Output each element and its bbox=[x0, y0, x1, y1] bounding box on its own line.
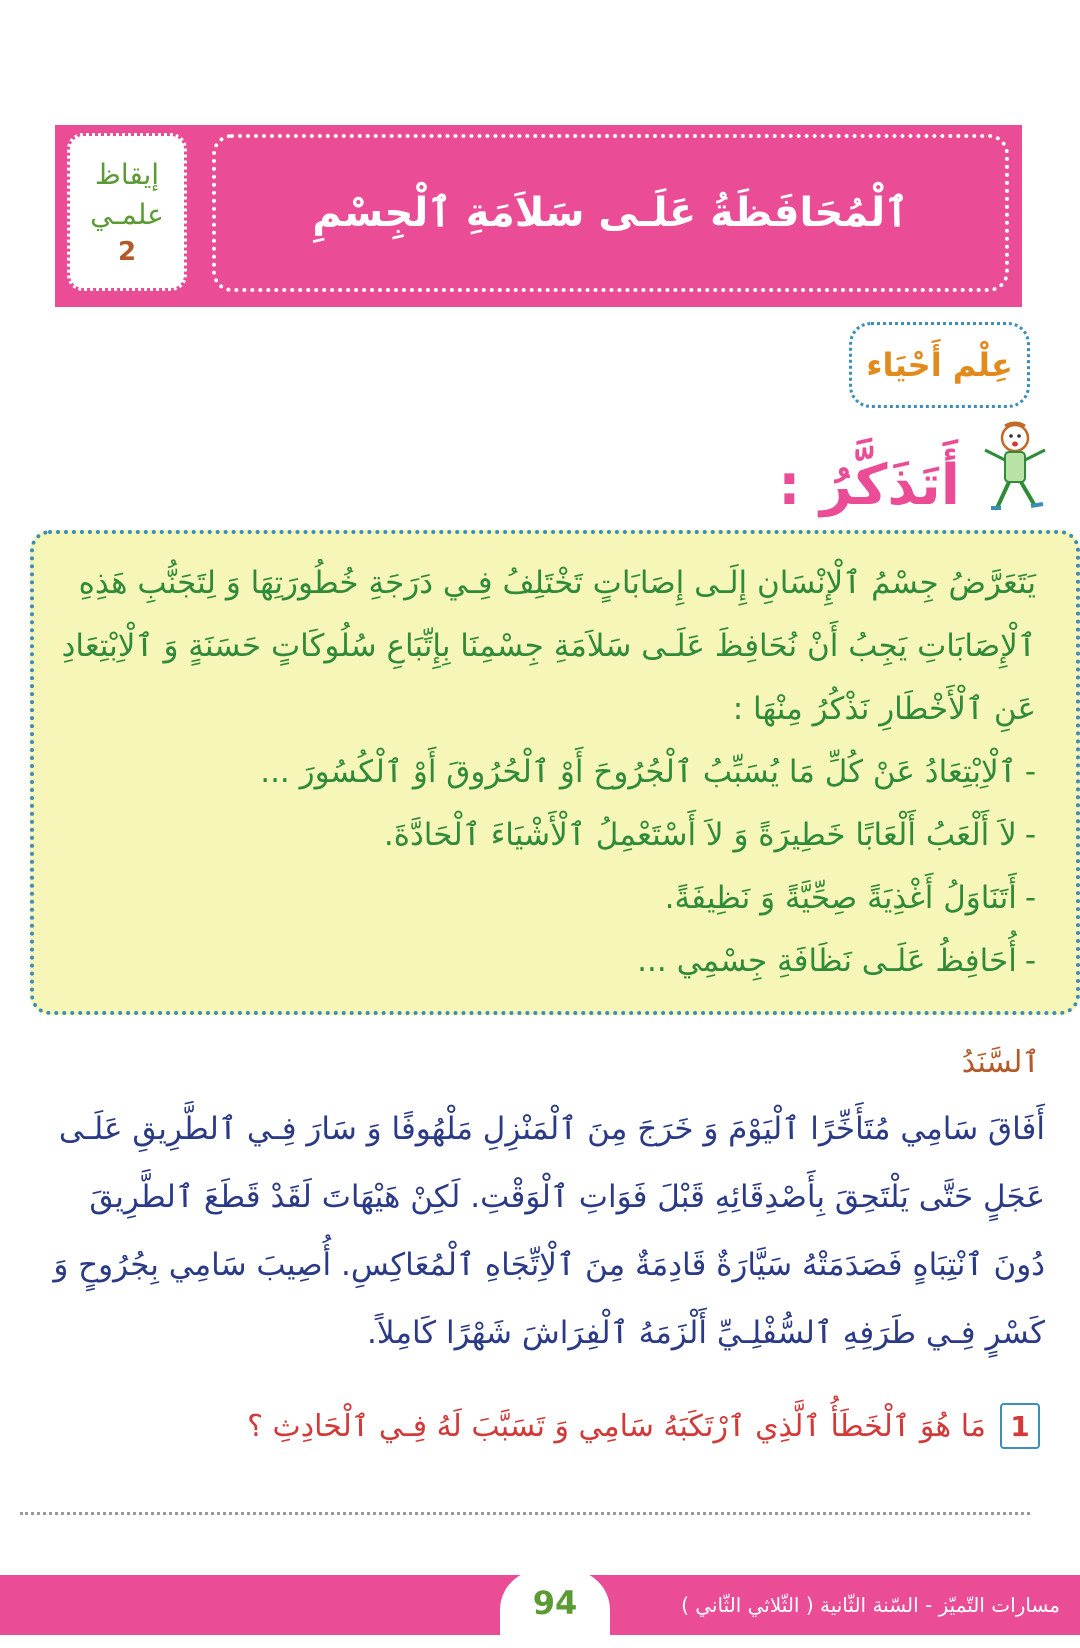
child-icon bbox=[975, 420, 1055, 520]
badge-number: 2 bbox=[117, 237, 137, 267]
lesson-badge bbox=[67, 133, 187, 291]
badge-line-2: علمـي bbox=[90, 198, 164, 231]
question-text: مَا هُوَ ٱلْخَطَأُ ٱلَّذِي ٱرْتَكَبَهُ سَامِي وَ تَسَبَّبَ لَهُ فِـي ٱلْحَادِثِ ؟ bbox=[247, 1408, 986, 1444]
badge-line-1: إيقاظ bbox=[94, 158, 160, 191]
list-item: -أُحَافِظُ عَلَـى نَظَافَةِ جِسْمِي ... bbox=[637, 943, 1036, 979]
question-number: 1 bbox=[1000, 1403, 1040, 1449]
list-item: -لاَ أَلْعَبُ أَلْعَابًا خَطِيرَةً وَ لاَ أَسْتَعْمِلُ ٱلْأَشْيَاءَ ٱلْحَادَّةَ. bbox=[383, 817, 1036, 853]
question-row bbox=[240, 1396, 1040, 1456]
list-item: -ٱلْاِبْتِعَادُ عَنْ كُلِّ مَا يُسَبِّبُ ٱلْجُرُوحَ أَوْ ٱلْحُرُوقَ أَوْ ٱلْكُسُورَ ... bbox=[260, 754, 1036, 790]
source-text: أَفَاقَ سَامِي مُتَأَخِّرًا ٱلْيَوْمَ وَ خَرَجَ مِنَ ٱلْمَنْزِلِ مَلْهُوفًا وَ سَارَ فِـي ٱلطَّرِيقِ عَلَـى عَجَلٍ حَتَّى يَلْتَحِقَ بِأَصْدِقَائِهِ قَبْلَ فَوَاتِ ٱلْوَقْتِ. لَكِنْ هَيْهَاتَ لَقَدْ قَطَعَ ٱلطَّرِيقَ دُونَ ٱنْتِبَاهٍ فَصَدَمَتْهُ سَيَّارَةٌ قَادِمَةٌ مِنَ ٱلْاِتِّجَاهِ ٱلْمُعَاكِسِ. أُصِيبَ سَامِي بِجُرُوحٍ وَ كَسْرٍ فِـي طَرَفِهِ ٱلسُّفْلِـيِّ أَلْزَمَهُ ٱلْفِرَاشَ شَهْرًا كَامِلاً. bbox=[53, 1111, 1045, 1351]
subject-tag: عِلْم أَحْيَاء bbox=[849, 322, 1030, 408]
remember-intro: يَتَعَرَّضُ جِسْمُ ٱلْإِنْسَانِ إِلَـى إِصَابَاتٍ تَخْتَلِفُ فِـي دَرَجَةِ خُطُورَتِهَا وَ لِتَجَنُّبِ هَذِهِ ٱلْإِصَابَاتِ يَجِبُ أَنْ نُحَافِظَ عَلَـى سَلاَمَةِ جِسْمِنَا بِإِتِّبَاعِ سُلُوكَاتٍ حَسَنَةٍ وَ ٱلْاِبْتِعَادِ عَنِ ٱلْأَخْطَارِ نَذْكُرُ مِنْهَا : bbox=[61, 565, 1036, 727]
list-item: -أَتَنَاوَلُ أَغْذِيَةً صِحِّيَّةً وَ نَظِيفَةً. bbox=[664, 880, 1036, 916]
remember-box bbox=[30, 530, 1080, 1015]
remember-list bbox=[58, 741, 1036, 993]
answer-line[interactable] bbox=[20, 1512, 1030, 1515]
source-label: ٱلسَّنَدُ bbox=[961, 1045, 1040, 1080]
remember-heading: أَتَذَكَّرُ : bbox=[778, 453, 960, 518]
page-number: 94 bbox=[500, 1570, 610, 1636]
page-title: ٱلْمُحَافَظَةُ عَلَـى سَلاَمَةِ ٱلْجِسْمِ bbox=[312, 190, 909, 236]
footer-credit: مسارات التّميّز - السّنة الثّانية ( الثّلاثي الثّاني ) bbox=[681, 1593, 1060, 1617]
